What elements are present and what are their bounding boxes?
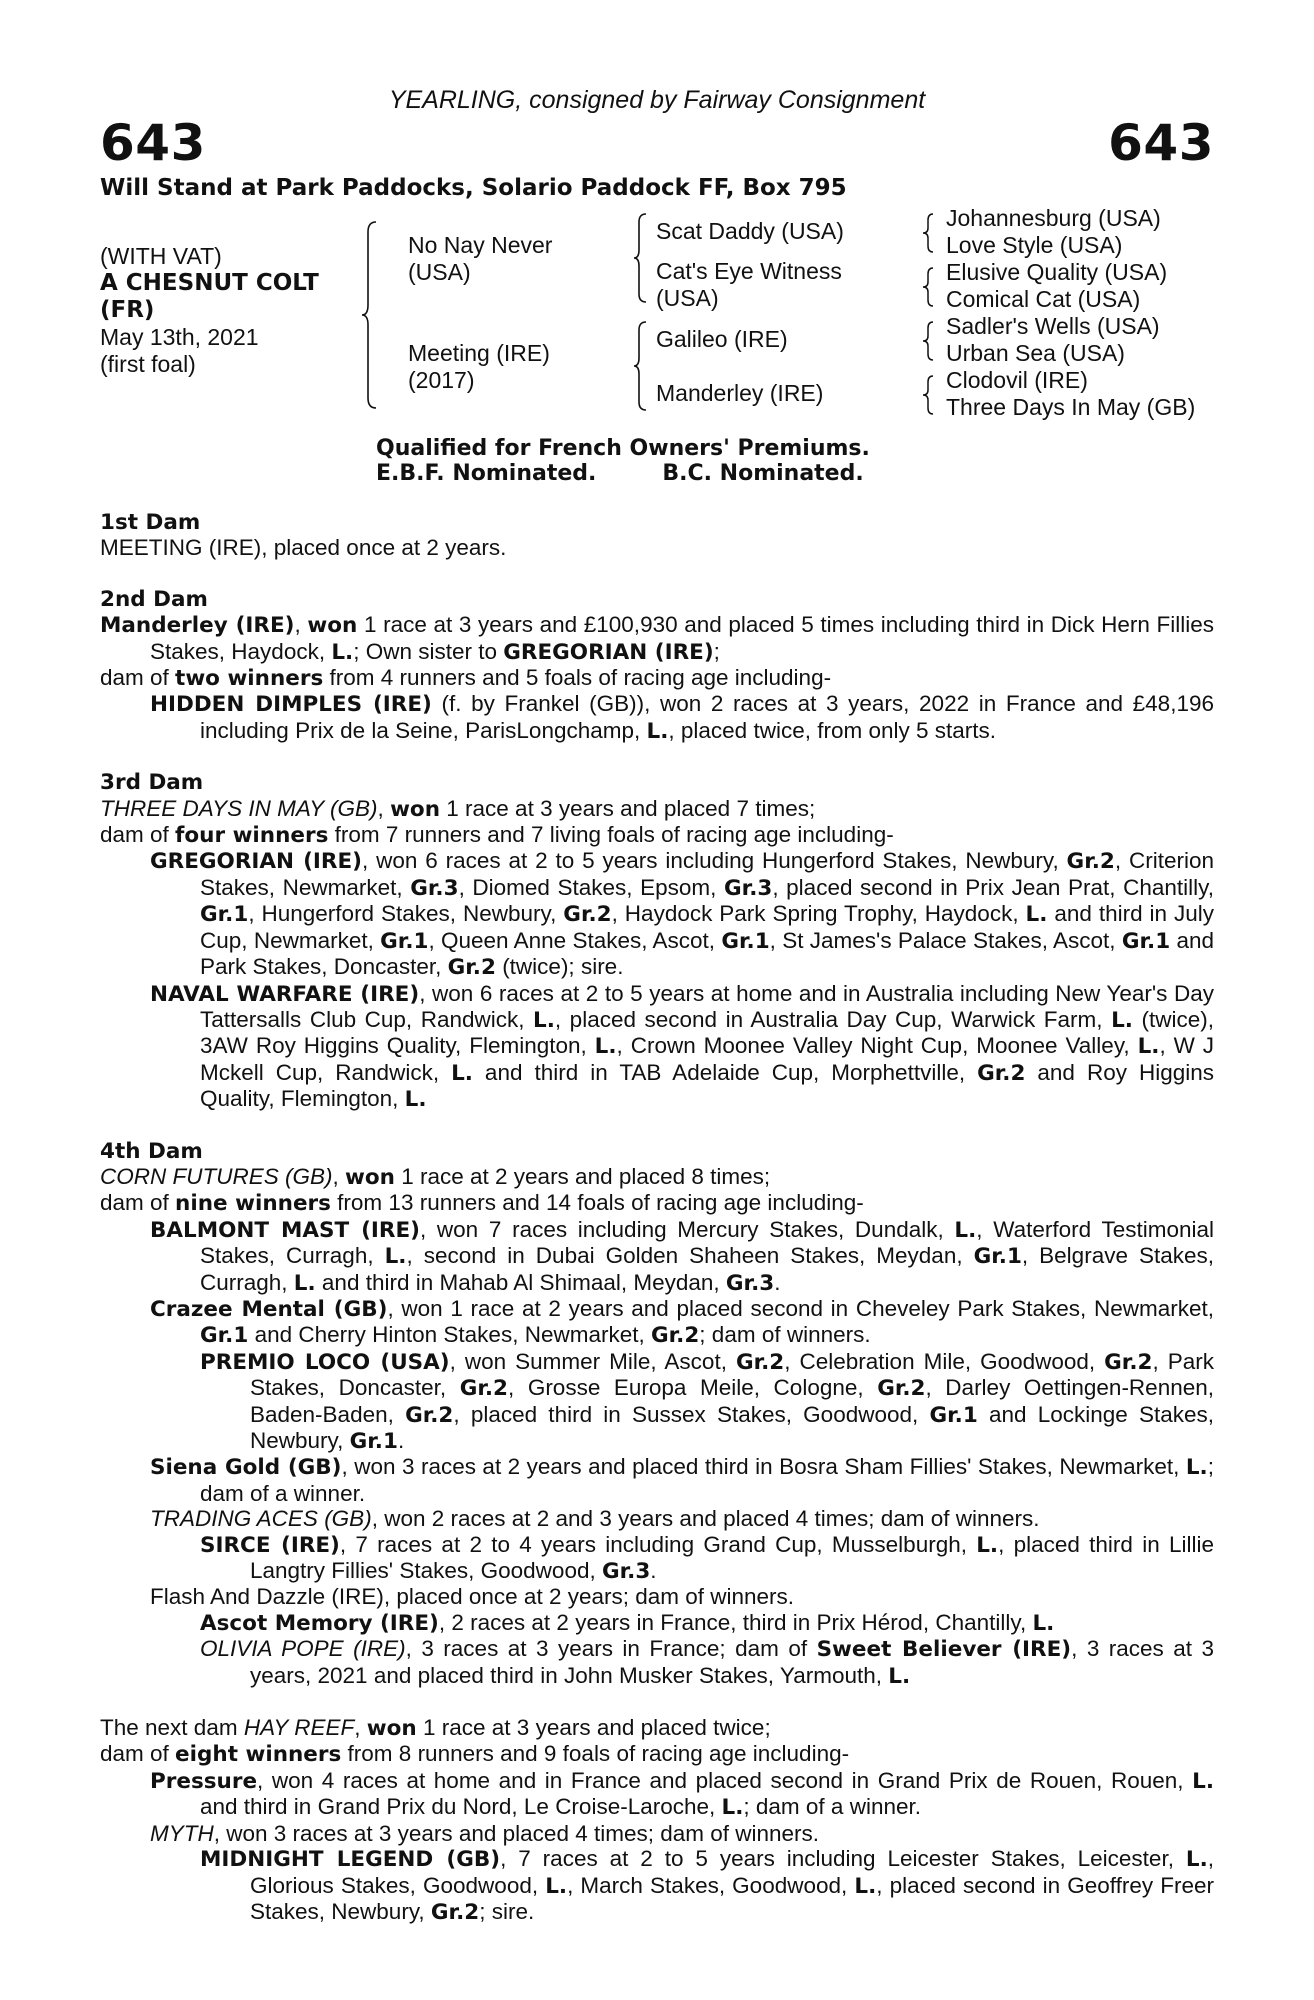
sire-dam — [656, 258, 842, 312]
ggs-3: Elusive Quality (USA) — [946, 259, 1168, 285]
section-first-dam: 1st Dam — [100, 510, 201, 535]
premio-loco: PREMIO LOCO (USA), won Summer Mile, Ascot, Gr.2, Celebration Mile, Goodwood, Gr.2, Park Stakes, Doncaster, Gr.2, Grosse Europa Meile, Cologne, Gr.2, Darley Oettingen-Rennen, Baden-Baden, Gr.2, placed third in Sussex Stakes, Goodwood, Gr.1 and Lockinge Stakes, Newbury, Gr.1. — [200, 1348, 1214, 1454]
gregorian: GREGORIAN (IRE), won 6 races at 2 to 5 years including Hungerford Stakes, Newbury, Gr.2, Criterion Stakes, Newmarket, Gr.3, Diomed Stakes, Epsom, Gr.3, placed second in Prix Jean Prat, Chantilly, Gr.1, Hungerford Stakes, Newbury, Gr.2, Haydock Park Spring Trophy, Haydock, L. and third in July Cup, Newmarket, Gr.1, Queen Anne Stakes, Ascot, Gr.1, St James's Palace Stakes, Ascot, Gr.1 and Park Stakes, Doncaster, Gr.2 (twice); sire. — [150, 848, 1215, 981]
lot-number-left: 643 — [100, 114, 206, 172]
next-dam-text: The next dam HAY REEF, won 1 race at 3 years and placed twice; — [100, 1715, 771, 1742]
pedigree-brace-sire — [634, 212, 650, 304]
pedigree-brace-ds — [923, 320, 937, 362]
foaling-date: May 13th, 2021 — [100, 324, 259, 350]
sire-sire: Scat Daddy (USA) — [656, 218, 844, 244]
catalogue-body — [100, 510, 1214, 1925]
trading-aces: TRADING ACES (GB), won 2 races at 2 and 3 years and placed 4 times; dam of winners. — [150, 1506, 1040, 1532]
pedigree-brace-dam — [634, 320, 650, 412]
horse-info — [100, 243, 319, 378]
third-dam-text: THREE DAYS IN MAY (GB), won 1 race at 3 years and placed 7 times; — [100, 795, 816, 822]
pedigree-brace-main — [362, 220, 382, 410]
vat-label: (WITH VAT) — [100, 243, 222, 269]
pressure: Pressure, won 4 races at home and in France and placed second in Grand Prix de Rouen, Rouen, L. and third in Grand Prix du Nord, Le Croise-Laroche, L.; dam of a winner. — [150, 1767, 1214, 1821]
pedigree-brace-ss — [923, 212, 937, 254]
pedigree-brace-dd — [923, 374, 937, 416]
flash-and-dazzle: Flash And Dazzle (IRE), placed once at 2 years; dam of winners. — [150, 1584, 795, 1610]
balmont-mast: BALMONT MAST (IRE), won 7 races including Mercury Stakes, Dundalk, L., Waterford Testimonial Stakes, Curragh, L., second in Dubai Golden Shaheen Stakes, Meydan, Gr.1, Belgrave Stakes, Curragh, L. and third in Mahab Al Shimaal, Meydan, Gr.3. — [150, 1216, 1215, 1296]
qualifications — [376, 436, 870, 486]
horse-name-country: (FR) — [100, 297, 155, 323]
french-premiums: Qualified for French Owners' Premiums. — [376, 436, 870, 461]
bc-nominated: B.C. Nominated. — [662, 461, 864, 486]
ggs-7: Clodovil (IRE) — [946, 367, 1088, 393]
ebf-nominated: E.B.F. Nominated. — [376, 461, 597, 486]
ggs-4: Comical Cat (USA) — [946, 286, 1141, 312]
sire-dam-line-2: (USA) — [656, 285, 719, 311]
sire-dam-line-1: Cat's Eye Witness — [656, 258, 842, 284]
consignment-line: YEARLING, consigned by Fairway Consignment — [388, 86, 926, 114]
hidden-dimples: HIDDEN DIMPLES (IRE) (f. by Frankel (GB)), won 2 races at 3 years, 2022 in France and £48,196 including Prix de la Seine, ParisLongchamp, L., placed twice, from only 5 starts. — [150, 691, 1214, 744]
dam-line-2: (2017) — [408, 367, 475, 393]
myth: MYTH, won 3 races at 3 years and placed 4 times; dam of winners. — [150, 1820, 820, 1846]
second-dam-text: Manderley (IRE), won 1 race at 3 years and £100,930 and placed 5 times including third in Dick Hern Fillies Stakes, Haydock, L.; Own sister to GREGORIAN (IRE); — [100, 612, 1214, 665]
section-second-dam: 2nd Dam — [100, 586, 208, 612]
sire-line-2: (USA) — [408, 259, 471, 285]
dam-name — [408, 340, 550, 394]
sire-name — [408, 232, 552, 286]
olivia-pope: OLIVIA POPE (IRE), 3 races at 3 years in France; dam of Sweet Believer (IRE), 3 races at 3 years, 2021 and placed third in John Musker Stakes, Yarmouth, L. — [200, 1636, 1214, 1689]
ggs-2: Love Style (USA) — [946, 232, 1123, 258]
ggs-6: Urban Sea (USA) — [946, 340, 1125, 366]
second-dam-produce: dam of two winners from 4 runners and 5 foals of racing age including- — [100, 665, 832, 692]
foal-note: (first foal) — [100, 351, 196, 377]
section-fourth-dam: 4th Dam — [100, 1138, 203, 1164]
sire-line-1: No Nay Never — [408, 232, 553, 258]
third-dam-produce: dam of four winners from 7 runners and 7 living foals of racing age including- — [100, 822, 894, 849]
ggs-5: Sadler's Wells (USA) — [946, 313, 1160, 339]
midnight-legend: MIDNIGHT LEGEND (GB), 7 races at 2 to 5 years including Leicester Stakes, Leicester, L., Glorious Stakes, Goodwood, L., March Stakes, Goodwood, L., placed second in Geoffrey Freer Stakes, Newbury, Gr.2; sire. — [200, 1846, 1215, 1925]
pedigree-brace-sd — [923, 266, 937, 308]
next-dam-produce: dam of eight winners from 8 runners and 9 foals of racing age including- — [100, 1741, 850, 1768]
first-dam-text: MEETING (IRE), placed once at 2 years. — [100, 535, 507, 561]
naval-warfare: NAVAL WARFARE (IRE), won 6 races at 2 to 5 years at home and in Australia including New Year's Day Tattersalls Club Cup, Randwick, L., placed second in Australia Day Cup, Warwick Farm, L. (twice), 3AW Roy Higgins Quality, Flemington, L., Crown Moonee Valley Night Cup, Moonee Valley, L., W J Mckell Cup, Randwick, L. and third in TAB Adelaide Cup, Morphettville, Gr.2 and Roy Higgins Quality, Flemington, L. — [150, 980, 1214, 1113]
dam-line-1: Meeting (IRE) — [408, 340, 550, 366]
sirce: SIRCE (IRE), 7 races at 2 to 4 years including Grand Cup, Musselburgh, L., placed third in Lillie Langtry Fillies' Stakes, Goodwood, Gr.3. — [200, 1531, 1214, 1585]
horse-name: A CHESNUT COLT — [100, 270, 319, 296]
siena-gold: Siena Gold (GB), won 3 races at 2 years and placed third in Bosra Sham Fillies' Stakes, Newmarket, L.; dam of a winner. — [150, 1454, 1214, 1506]
ggs-8: Three Days In May (GB) — [946, 394, 1196, 420]
fourth-dam-produce: dam of nine winners from 13 runners and 14 foals of racing age including- — [100, 1190, 864, 1217]
ggs-1: Johannesburg (USA) — [946, 205, 1161, 231]
dam-dam: Manderley (IRE) — [656, 380, 824, 406]
stand-location: Will Stand at Park Paddocks, Solario Paddock FF, Box 795 — [100, 175, 847, 201]
ascot-memory: Ascot Memory (IRE), 2 races at 2 years in France, third in Prix Hérod, Chantilly, L. — [200, 1609, 1055, 1636]
catalogue-page — [100, 0, 1214, 2000]
nominations — [376, 461, 870, 486]
dam-sire: Galileo (IRE) — [656, 326, 788, 352]
lot-number-right: 643 — [1108, 114, 1214, 172]
crazee-mental: Crazee Mental (GB), won 1 race at 2 years and placed second in Cheveley Park Stakes, Newmarket, Gr.1 and Cherry Hinton Stakes, Newmarket, Gr.2; dam of winners. — [150, 1295, 1214, 1349]
section-third-dam: 3rd Dam — [100, 770, 204, 796]
fourth-dam-text: CORN FUTURES (GB), won 1 race at 2 years and placed 8 times; — [100, 1163, 771, 1190]
